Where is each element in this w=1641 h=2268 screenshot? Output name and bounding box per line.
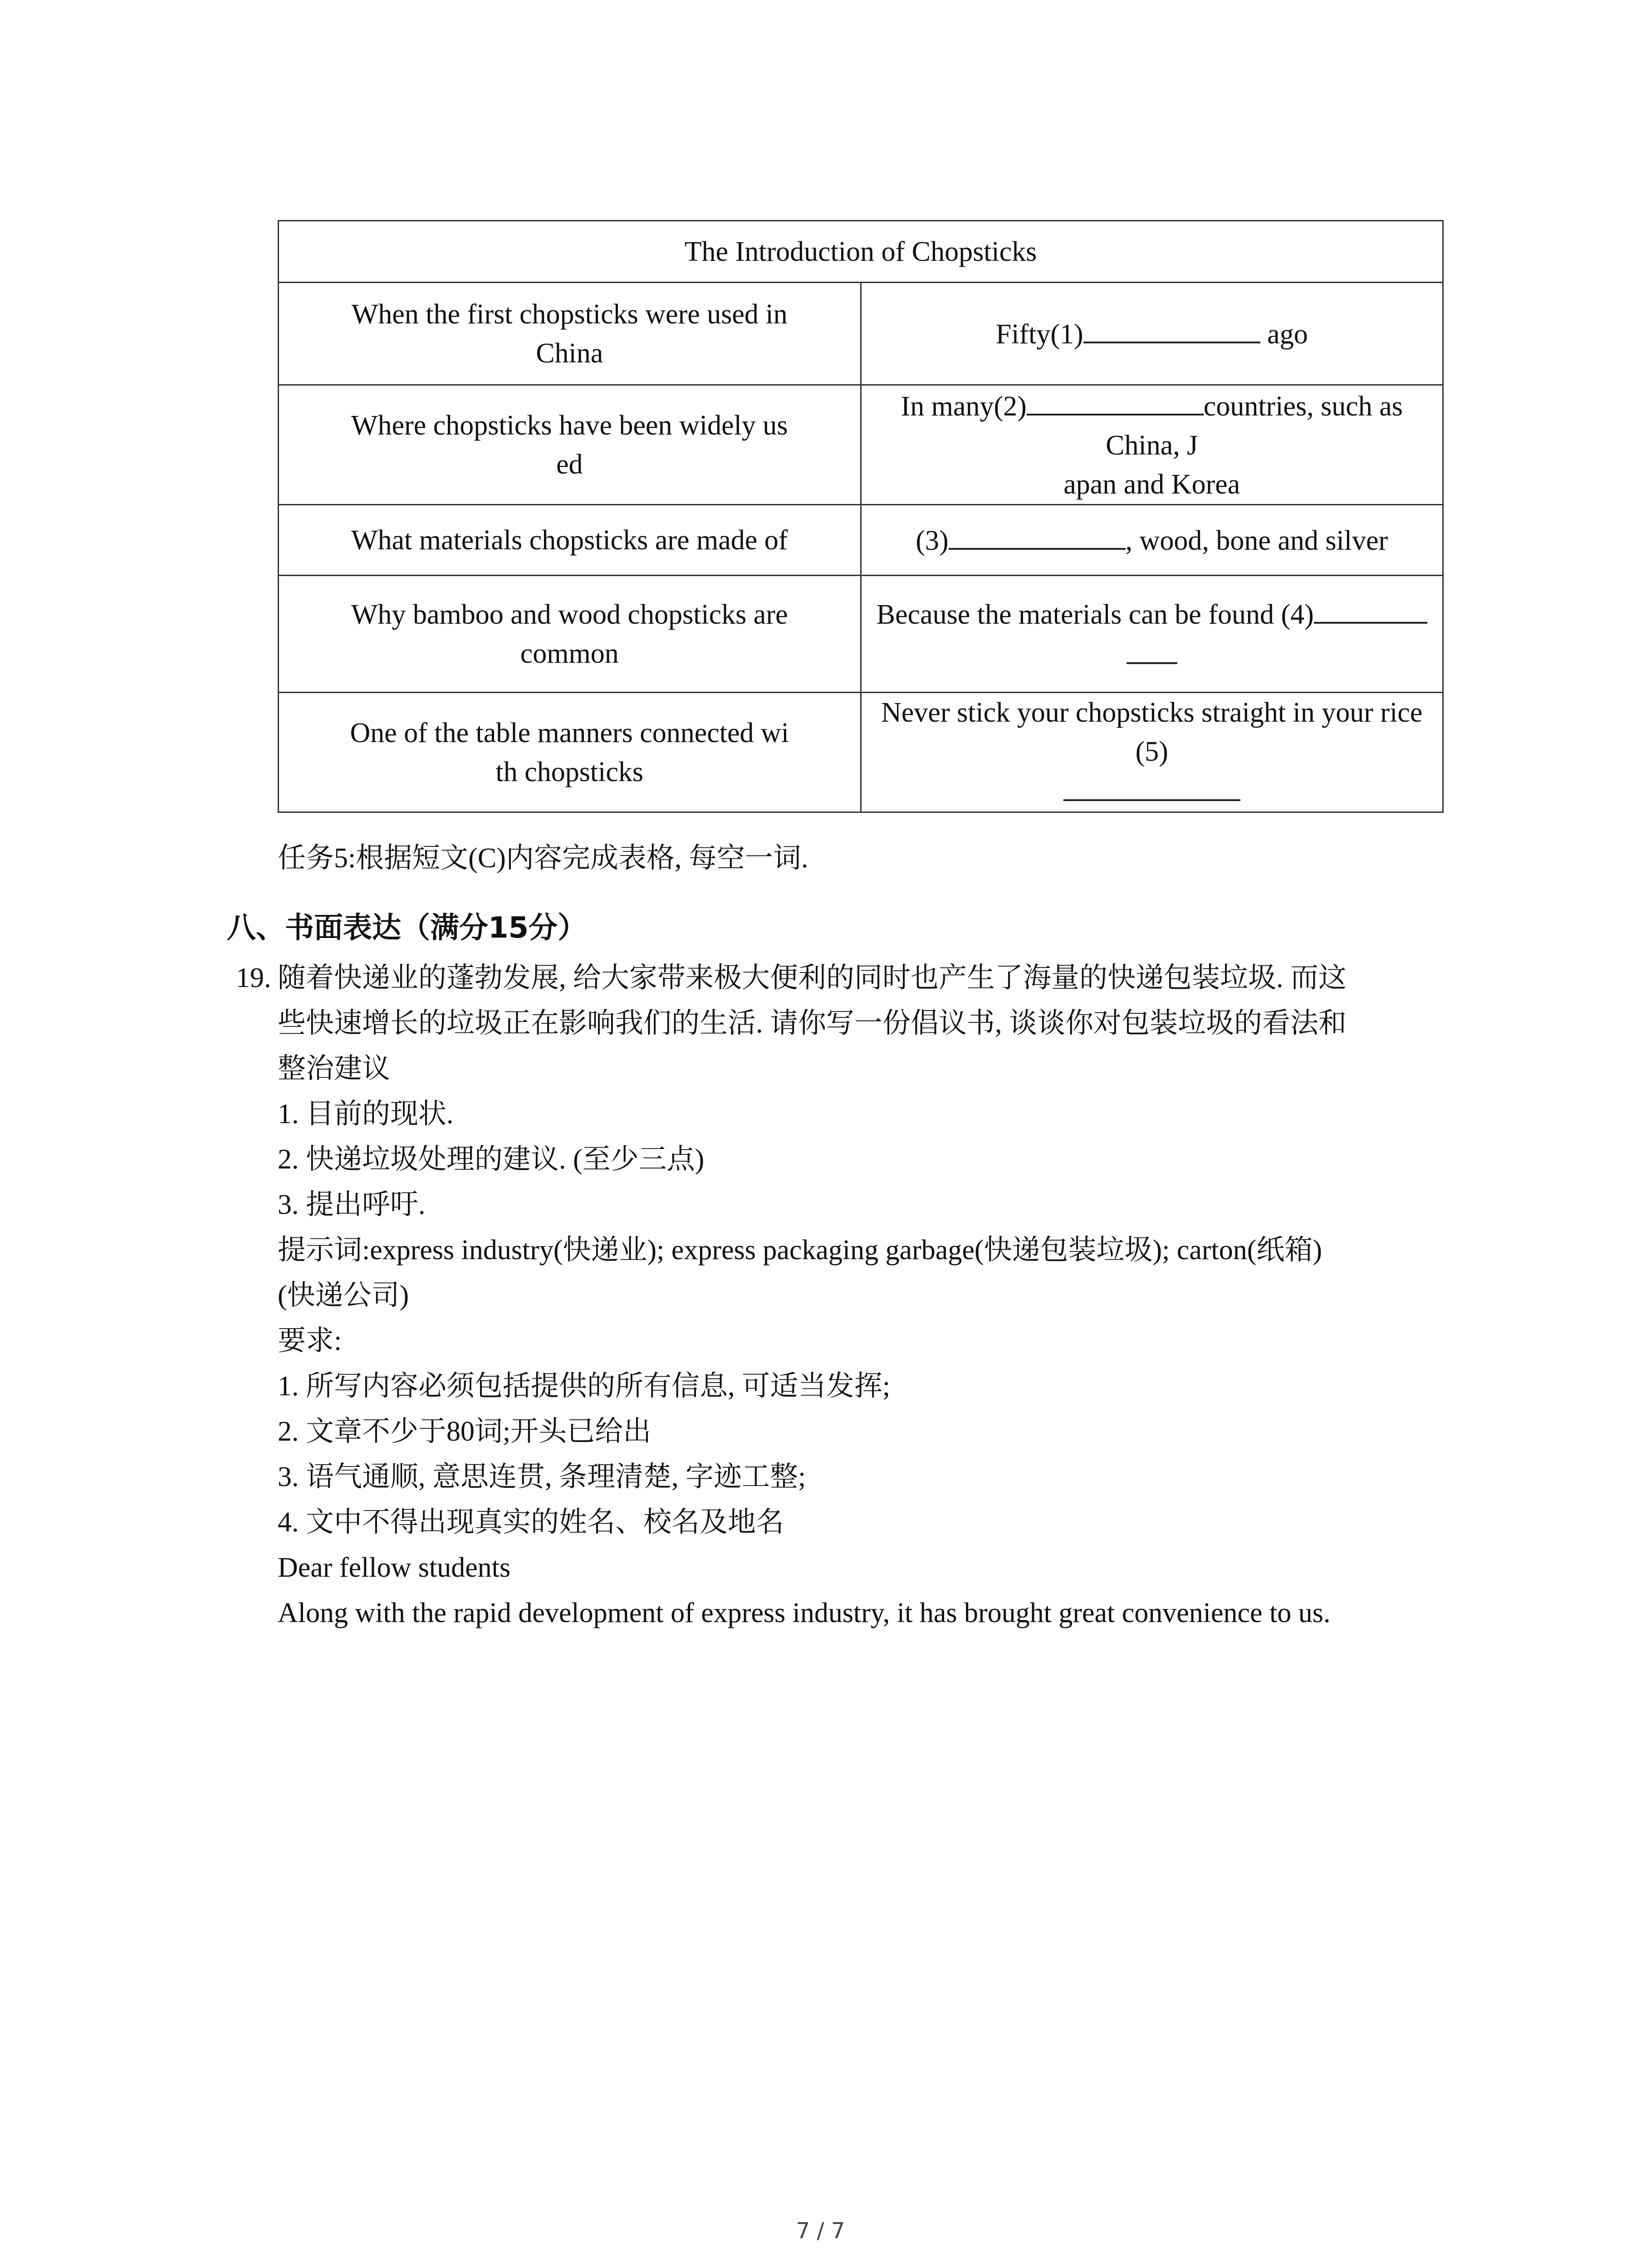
question-line: 4. 文中不得出现真实的姓名、校名及地名: [278, 1507, 784, 1538]
row-question: When the first chopsticks were used in China: [279, 283, 861, 385]
table-title: The Introduction of Chopsticks: [279, 221, 1443, 283]
chopsticks-table: [278, 220, 1444, 813]
answer-blank-3[interactable]: [949, 520, 1126, 550]
answer-blank-5[interactable]: [1063, 771, 1240, 801]
question-number: 19.: [236, 963, 271, 993]
question-line: 3. 语气通顺, 意思连贯, 条理清楚, 字迹工整;: [278, 1461, 806, 1492]
row-answer: Because the materials can be found (4): [861, 576, 1443, 693]
row-answer: In many(2) countries, such as China, J apan and Korea: [861, 385, 1443, 505]
question-line: 提示词:express industry(快递业); express packaging garbage(快递包装垃圾); carton(纸箱): [278, 1235, 1323, 1266]
question-line: 随着快递业的蓬勃发展, 给大家带来极大便利的同时也产生了海量的快递包装垃圾. 而这: [278, 963, 1347, 993]
question-line: Along with the rapid development of express industry, it has brought great convenience to us.: [278, 1598, 1331, 1628]
row-question: Why bamboo and wood chopsticks are common: [279, 576, 861, 693]
table-row: [279, 505, 1443, 576]
question-line: Dear fellow students: [278, 1552, 511, 1583]
row-answer: Fifty(1) ago: [861, 283, 1443, 385]
row-question: What materials chopsticks are made of: [279, 505, 861, 576]
row-answer: Never stick your chopsticks straight in your rice (5): [861, 693, 1443, 812]
question-line: 些快速增长的垃圾正在影响我们的生活. 请你写一份倡议书, 谈谈你对包装垃圾的看法和: [278, 1008, 1347, 1039]
task5-instruction: 任务5:根据短文(C)内容完成表格, 每空一词.: [278, 843, 808, 874]
answer-blank-4b[interactable]: [1127, 634, 1177, 664]
table-row: [279, 693, 1443, 812]
answer-blank-2[interactable]: [1027, 386, 1204, 415]
question-line: 2. 文章不少于80词;开头已给出: [278, 1416, 652, 1447]
question-line: 1. 所写内容必须包括提供的所有信息, 可适当发挥;: [278, 1371, 891, 1402]
question-line: (快递公司): [278, 1280, 409, 1311]
question-line: 2. 快递垃圾处理的建议. (至少三点): [278, 1144, 705, 1175]
row-question: Where chopsticks have been widely us ed: [279, 385, 861, 505]
page-number: 7 / 7: [796, 2218, 845, 2244]
table-row: [279, 283, 1443, 385]
question-line: 3. 提出呼吁.: [278, 1189, 426, 1220]
question-line: 1. 目前的现状.: [278, 1099, 454, 1129]
row-question: One of the table manners connected wi th chopsticks: [279, 693, 861, 812]
question-line: 要求:: [278, 1325, 342, 1356]
section-heading: 八、书面表达（满分15分）: [227, 911, 587, 945]
answer-blank-4a[interactable]: [1314, 594, 1427, 624]
answer-blank-1[interactable]: [1083, 313, 1260, 343]
row-answer: (3) , wood, bone and silver: [861, 505, 1443, 576]
table-row: [279, 576, 1443, 693]
question-19-body: [278, 955, 1448, 1636]
table-row: [279, 385, 1443, 505]
question-line: 整治建议: [278, 1053, 391, 1084]
table-title-row: [279, 221, 1443, 283]
